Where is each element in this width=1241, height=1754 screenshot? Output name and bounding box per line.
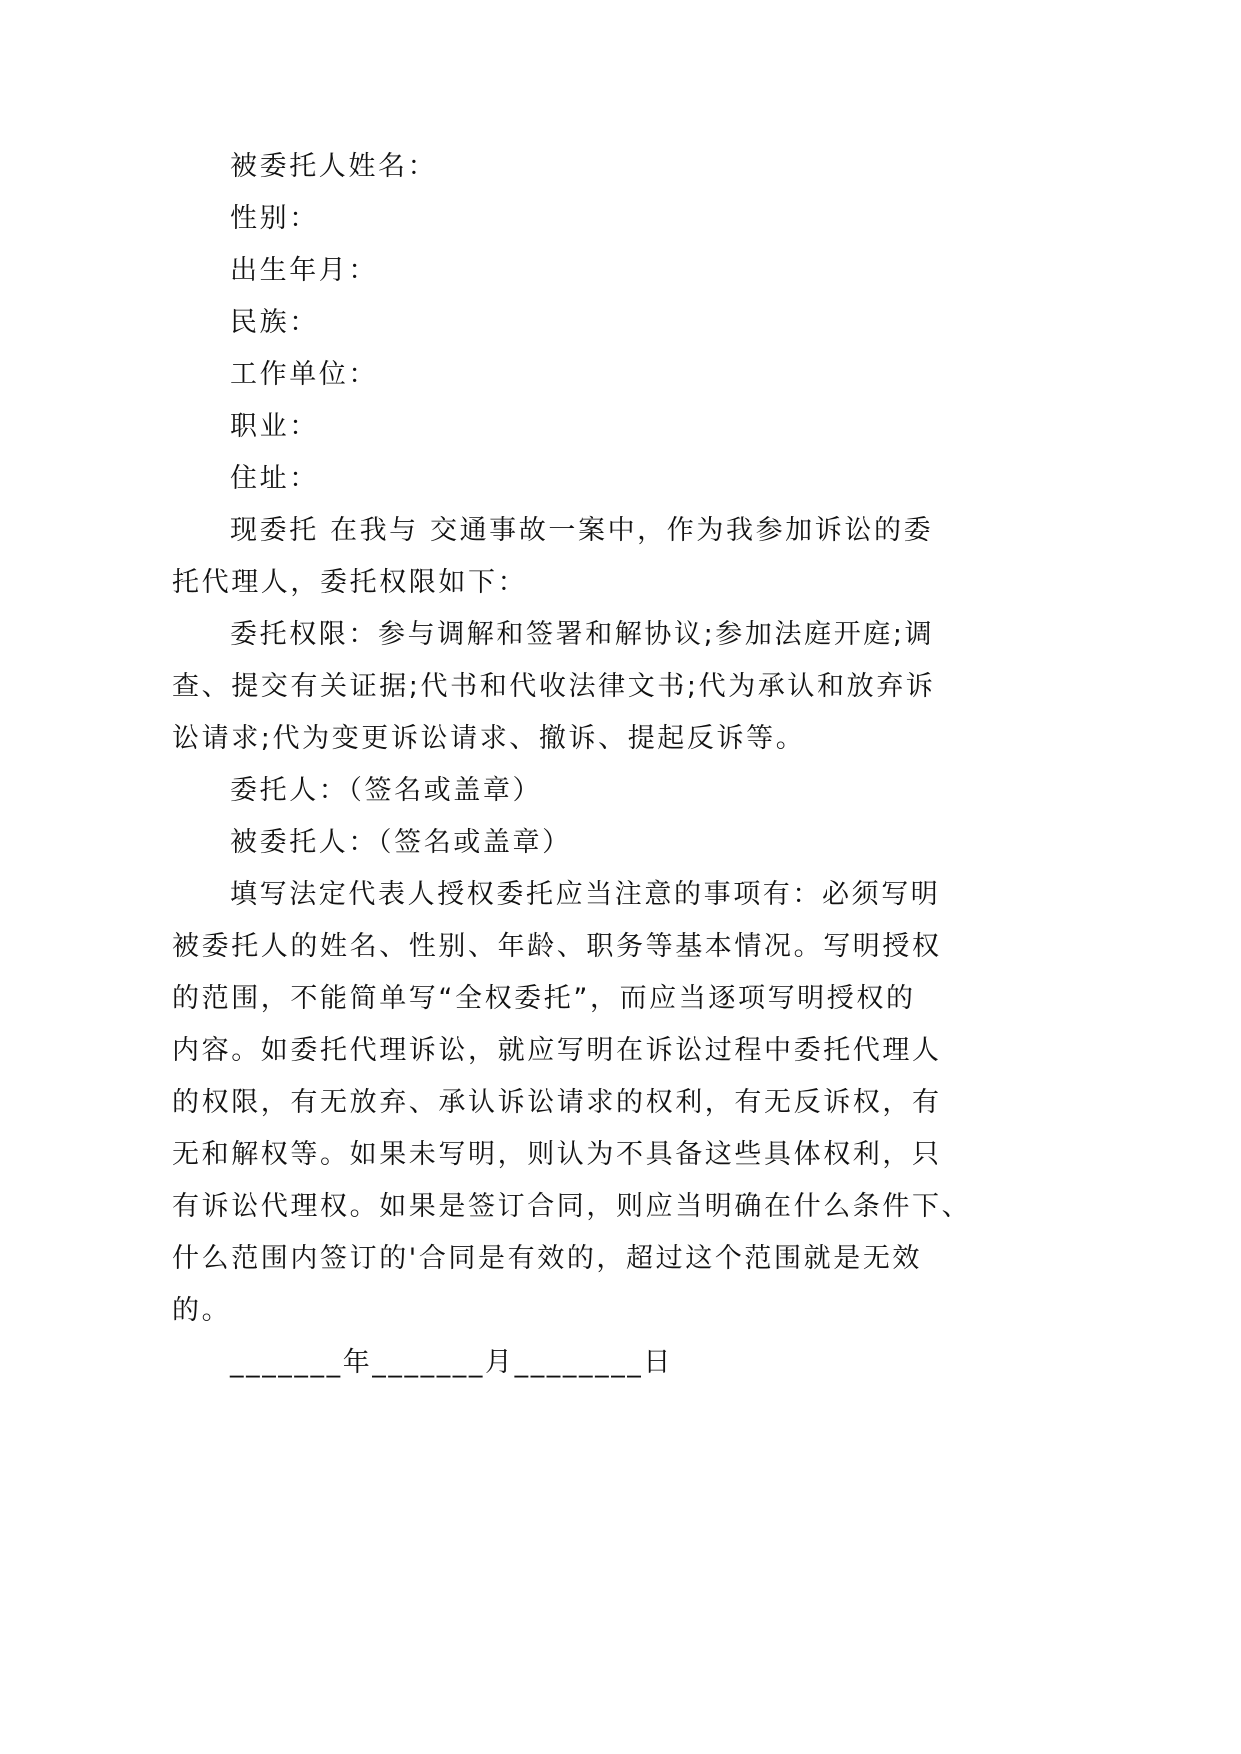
- field-label: 性别：: [230, 203, 319, 234]
- paragraph-line: 查、提交有关证据;代书和代收法律文书;代为承认和放弃诉: [172, 671, 936, 702]
- field-label: 出生年月：: [230, 255, 378, 286]
- field-label: 工作单位：: [230, 359, 378, 390]
- paragraph-line: 委托人：（签名或盖章）: [230, 775, 543, 806]
- paragraph-line: 被委托人的姓名、性别、年龄、职务等基本情况。写明授权: [172, 931, 942, 962]
- paragraph-line: 无和解权等。如果未写明，则认为不具备这些具体权利，只: [172, 1139, 942, 1170]
- field-label: 民族：: [230, 307, 319, 338]
- field-label: 职业：: [230, 411, 319, 442]
- paragraph-line: 的。: [172, 1295, 232, 1326]
- date-line: _______年_______月________日: [230, 1347, 673, 1378]
- paragraph-line: 内容。如委托代理诉讼，就应写明在诉讼过程中委托代理人: [172, 1035, 942, 1066]
- paragraph-line: 的范围，不能简单写“全权委托”，而应当逐项写明授权的: [172, 983, 916, 1014]
- paragraph-line: 有诉讼代理权。如果是签订合同，则应当明确在什么条件下、: [172, 1191, 972, 1222]
- document-page: [172, 141, 972, 1389]
- paragraph-line: 什么范围内签订的'合同是有效的，超过这个范围就是无效: [172, 1243, 923, 1274]
- field-label: 住址：: [230, 463, 319, 494]
- field-label: 被委托人姓名：: [230, 151, 438, 182]
- paragraph-line: 填写法定代表人授权委托应当注意的事项有：必须写明: [230, 879, 941, 910]
- paragraph-line: 委托权限：参与调解和签署和解协议;参加法庭开庭;调: [230, 619, 935, 650]
- paragraph-line: 托代理人，委托权限如下：: [172, 567, 528, 598]
- paragraph-line: 现委托 在我与 交通事故一案中，作为我参加诉讼的委: [230, 515, 934, 546]
- paragraph-line: 讼请求;代为变更诉讼请求、撤诉、提起反诉等。: [172, 723, 806, 754]
- paragraph-line: 被委托人：（签名或盖章）: [230, 827, 572, 858]
- paragraph-line: 的权限，有无放弃、承认诉讼请求的权利，有无反诉权，有: [172, 1087, 942, 1118]
